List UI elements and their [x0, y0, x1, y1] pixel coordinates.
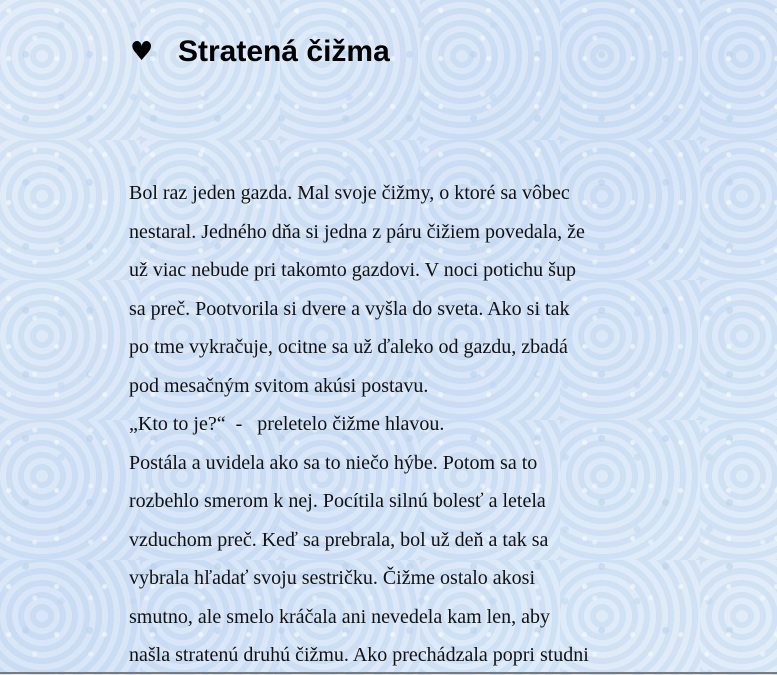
- story-line: vzduchom preč. Keď sa prebrala, bol už deň a tak sa: [129, 528, 549, 551]
- story-line: po tme vykračuje, ocitne sa už ďaleko od gazdu, zbadá: [129, 336, 568, 358]
- story-line: Postála a uvidela ako sa to niečo hýbe. Potom sa to: [129, 451, 538, 474]
- story-line: nestaral. Jedného dňa si jedna z páru čižiem povedala, že: [129, 220, 585, 243]
- story-line: vybrala hľadať svoju sestričku. Čižme ostalo akosi: [129, 567, 536, 589]
- story-line: rozbehlo smerom k nej. Pocítila silnú bolesť a letela: [129, 490, 546, 512]
- story-line: pod mesačným svitom akúsi postavu.: [129, 374, 429, 397]
- story-line: „Kto to je?“ - preletelo čižme hlavou.: [129, 413, 445, 435]
- story-line: už viac nebude pri takomto gazdovi. V noci potichu šup: [129, 259, 576, 281]
- story-line: smutno, ale smelo kráčala ani nevedela kam len, aby: [129, 605, 550, 628]
- page-title: Stratená čižma: [178, 35, 390, 68]
- story-line: sa preč. Pootvorila si dvere a vyšla do sveta. Ako si tak: [129, 297, 570, 320]
- story-text: [129, 174, 669, 675]
- heart-icon: ♥: [130, 37, 154, 67]
- story-line: našla stratenú druhú čižmu. Ako prechádzala popri studni: [129, 644, 589, 666]
- story-line: Bol raz jeden gazda. Mal svoje čižmy, o ktoré sa vôbec: [129, 182, 570, 204]
- title-row: [130, 32, 390, 72]
